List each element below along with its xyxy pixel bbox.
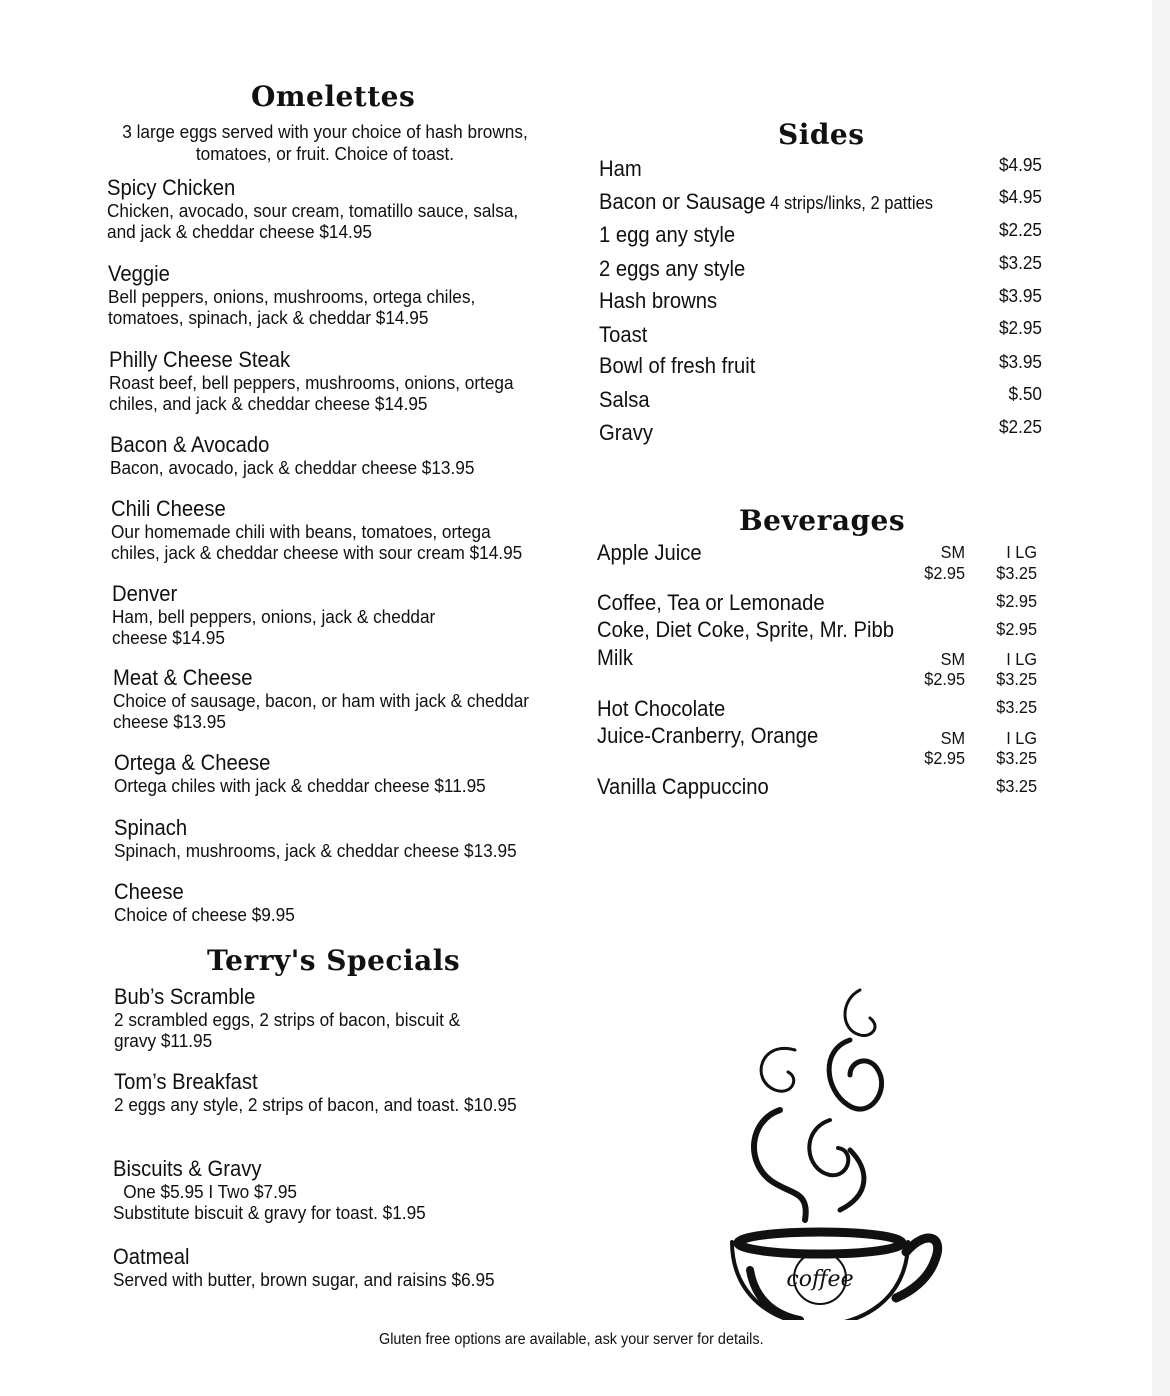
- menu-item-philly-cheese-steak: [109, 348, 544, 414]
- item-desc-line1: Choice of cheese $9.95: [114, 904, 295, 925]
- item-desc-line1: 2 eggs any style, 2 strips of bacon, and toast. $10.95: [114, 1094, 517, 1115]
- side-item-salsa: [599, 387, 650, 413]
- side-name: Gravy: [599, 420, 653, 445]
- item-desc-line1: Spinach, mushrooms, jack & cheddar cheese $13.95: [114, 840, 517, 861]
- price-hot-chocolate: $3.25: [996, 697, 1037, 717]
- item-desc-line2: cheese $13.95: [113, 711, 226, 732]
- side-name: Bowl of fresh fruit: [599, 353, 756, 378]
- item-desc-line1: Ham, bell peppers, onions, jack & cheddar: [112, 606, 436, 627]
- item-name: Biscuits & Gravy: [113, 1156, 262, 1181]
- beverages-heading: Beverages: [739, 504, 906, 537]
- side-name: 2 eggs any style: [599, 256, 746, 281]
- item-desc-line2: gravy $11.95: [114, 1030, 213, 1051]
- side-item-toast: [599, 322, 647, 348]
- specials-heading: Terry's Specials: [207, 944, 461, 977]
- item-name: Philly Cheese Steak: [109, 347, 291, 372]
- price-sodas: $2.95: [996, 619, 1037, 639]
- item-desc-line2: tomatoes, spinach, jack & cheddar $14.95: [108, 307, 429, 328]
- item-desc-line1: Served with butter, brown sugar, and raisins $6.95: [113, 1269, 495, 1290]
- side-price-hash-browns: $3.95: [998, 285, 1042, 306]
- size-label-lg: I LG: [1006, 649, 1037, 669]
- price-vanilla-cappuccino: $3.25: [996, 776, 1037, 796]
- sides-heading: Sides: [778, 118, 865, 151]
- item-name: Oatmeal: [113, 1244, 190, 1269]
- side-name: Hash browns: [599, 288, 718, 313]
- item-name: Veggie: [108, 261, 170, 286]
- menu-item-chili-cheese: [111, 497, 553, 563]
- side-name: Ham: [599, 156, 642, 181]
- item-name: Spicy Chicken: [107, 175, 236, 200]
- menu-item-biscuits-gravy: [113, 1157, 449, 1223]
- menu-item-bacon-avocado: [110, 433, 502, 478]
- coffee-logo-text: coffee: [786, 1267, 854, 1292]
- item-desc-line1: 2 scrambled eggs, 2 strips of bacon, biscuit &: [114, 1009, 461, 1030]
- side-item-bacon-sausage: [599, 189, 933, 216]
- item-desc-line1: Our homemade chili with beans, tomatoes, ortega: [111, 521, 491, 542]
- side-name: 1 egg any style: [599, 222, 736, 247]
- side-item-2-eggs: [599, 256, 745, 282]
- item-name: Ortega & Cheese: [114, 750, 271, 775]
- item-desc-line1: Choice of sausage, bacon, or ham with jack & cheddar: [113, 690, 530, 711]
- side-price-ham: $4.95: [998, 154, 1042, 175]
- side-name: Salsa: [599, 387, 650, 412]
- side-name: Bacon or Sausage: [599, 189, 766, 214]
- item-desc-line1: Roast beef, bell peppers, mushrooms, onions, ortega: [109, 372, 514, 393]
- price-sm: $2.95: [924, 563, 965, 583]
- menu-item-ortega-cheese: [114, 751, 514, 796]
- menu-item-bubs-scramble: [114, 985, 486, 1051]
- beverage-sodas: Coke, Diet Coke, Sprite, Mr. Pibb: [597, 617, 894, 642]
- item-name: Chili Cheese: [111, 496, 226, 521]
- item-name: Spinach: [114, 815, 188, 840]
- side-price-fruit: $3.95: [998, 351, 1042, 372]
- menu-item-denver: [112, 582, 460, 648]
- item-name: Bacon & Avocado: [110, 432, 270, 457]
- size-label-sm: SM: [940, 542, 965, 562]
- side-price-toast: $2.95: [998, 317, 1042, 338]
- menu-item-toms-breakfast: [114, 1070, 547, 1115]
- price-lg: $3.25: [996, 748, 1037, 768]
- omelettes-subtitle-line2: tomatoes, or fruit. Choice of toast.: [195, 143, 455, 164]
- beverage-hot-chocolate: Hot Chocolate: [597, 696, 726, 721]
- side-price-bacon-sausage: $4.95: [998, 186, 1042, 207]
- side-item-gravy: [599, 420, 653, 446]
- beverage-juice: Juice-Cranberry, Orange: [597, 723, 819, 748]
- page-edge: [1152, 0, 1170, 1396]
- menu-item-cheese: [114, 880, 308, 925]
- side-name: Toast: [599, 322, 648, 347]
- coffee-cup-icon: [720, 980, 950, 1320]
- price-lg: $3.25: [996, 563, 1037, 583]
- price-sm: $2.95: [924, 669, 965, 689]
- omelettes-subtitle-line1: 3 large eggs served with your choice of hash browns,: [122, 121, 528, 142]
- side-item-1-egg: [599, 222, 735, 248]
- item-desc-line1: Chicken, avocado, sour cream, tomatillo sauce, salsa,: [107, 200, 519, 221]
- side-price-2-eggs: $3.25: [998, 252, 1042, 273]
- item-desc-line1: Bell peppers, onions, mushrooms, ortega chiles,: [108, 286, 476, 307]
- beverage-apple-juice: Apple Juice: [597, 540, 702, 565]
- menu-item-spicy-chicken: [107, 176, 549, 242]
- item-name: Meat & Cheese: [113, 665, 253, 690]
- beverage-vanilla-cappuccino: Vanilla Cappuccino: [597, 774, 769, 799]
- menu-item-spinach: [114, 816, 547, 861]
- item-name: Denver: [112, 581, 178, 606]
- size-label-sm: SM: [940, 728, 965, 748]
- side-item-ham: [599, 156, 642, 182]
- item-desc-line1: Bacon, avocado, jack & cheddar cheese $13.95: [110, 457, 475, 478]
- side-item-fruit: [599, 353, 755, 379]
- beverage-milk: Milk: [597, 645, 633, 670]
- item-desc-line2: chiles, jack & cheddar cheese with sour cream $14.95: [111, 542, 523, 563]
- size-label-lg: I LG: [1006, 542, 1037, 562]
- side-note: 4 strips/links, 2 patties: [765, 193, 934, 213]
- item-desc-line2: cheese $14.95: [112, 627, 225, 648]
- price-sm: $2.95: [924, 748, 965, 768]
- price-lg: $3.25: [996, 669, 1037, 689]
- item-name: Bub’s Scramble: [114, 984, 256, 1009]
- side-item-hash-browns: [599, 288, 717, 314]
- side-price-gravy: $2.25: [998, 416, 1042, 437]
- item-name: Cheese: [114, 879, 184, 904]
- item-name: Tom’s Breakfast: [114, 1069, 258, 1094]
- menu-item-veggie: [108, 262, 503, 328]
- item-desc-line2: chiles, and jack & cheddar cheese $14.95: [109, 393, 428, 414]
- item-desc-line2: and jack & cheddar cheese $14.95: [107, 221, 372, 242]
- side-price-1-egg: $2.25: [998, 219, 1042, 240]
- side-price-salsa: $.50: [1008, 383, 1042, 404]
- menu-item-oatmeal: [113, 1245, 523, 1290]
- item-desc-line1: Ortega chiles with jack & cheddar cheese $11.95: [114, 775, 486, 796]
- price-coffee-tea-lemonade: $2.95: [996, 591, 1037, 611]
- menu-item-meat-cheese: [113, 666, 560, 732]
- size-label-sm: SM: [940, 649, 965, 669]
- gluten-free-note: Gluten free options are available, ask your server for details.: [379, 1331, 764, 1348]
- omelettes-heading: Omelettes: [251, 80, 416, 113]
- item-desc-line1: One $5.95 I Two $7.95: [123, 1181, 298, 1202]
- size-label-lg: I LG: [1006, 728, 1037, 748]
- item-desc-line2: Substitute biscuit & gravy for toast. $1.95: [113, 1202, 426, 1223]
- beverage-coffee-tea-lemonade: Coffee, Tea or Lemonade: [597, 590, 825, 615]
